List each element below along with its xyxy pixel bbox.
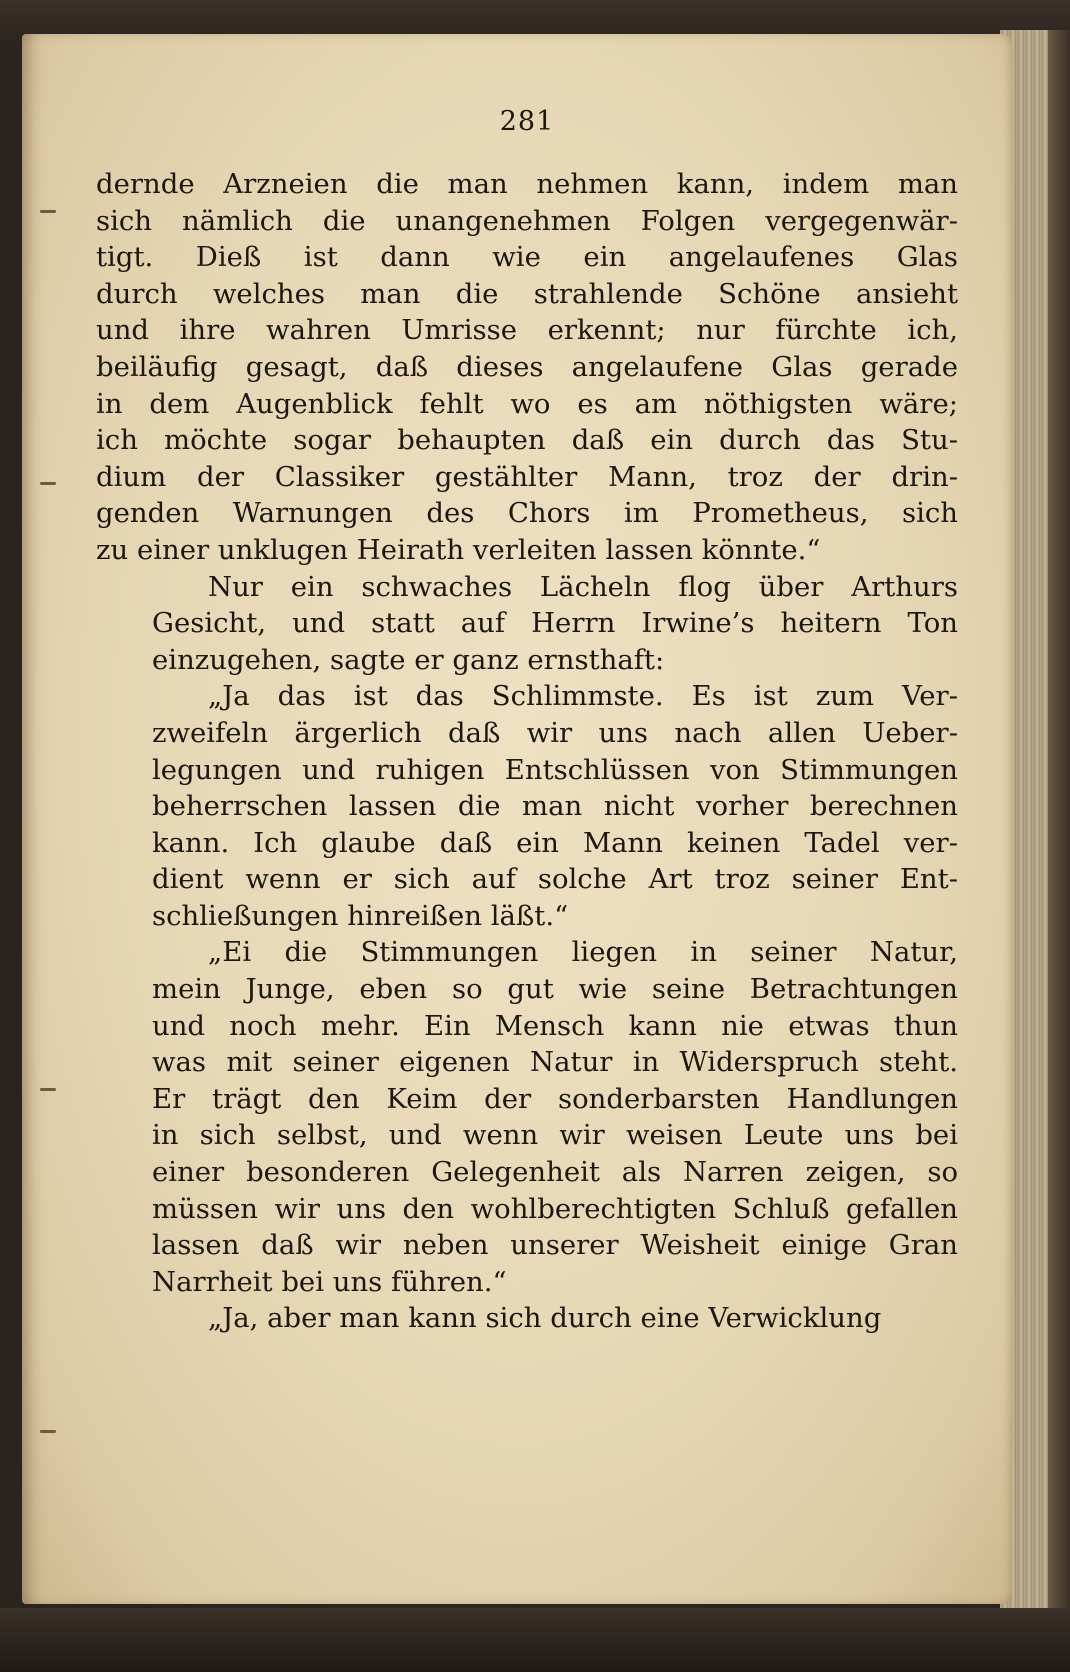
page-number: 281 [499,106,555,137]
paragraph-container [96,166,958,1337]
text-line: kann. Ich glaube daß ein Mann keinen Tadel ver- [152,826,958,859]
paragraph [96,934,958,1300]
text-line: dient wenn er sich auf solche Art troz seiner Ent- [152,863,958,896]
text-line: in dem Augenblick fehlt wo es am nöthigsten wäre; [96,387,958,420]
text-line: einzugehen, sagte er ganz ernsthaft: [152,643,665,676]
paragraph [96,1300,958,1337]
paragraph [96,569,958,679]
text-line: „Ja, aber man kann sich durch eine Verwicklung [208,1302,882,1335]
text-line: dernde Arzneien die man nehmen kann, indem man [96,168,958,200]
text-line: einer besonderen Gelegenheit als Narren zeigen, so [152,1156,958,1189]
text-line: zweifeln ärgerlich daß wir uns nach allen Ueber- [152,716,958,749]
text-line: ich möchte sogar behaupten daß ein durch das Stu- [96,424,958,457]
text-line: legungen und ruhigen Entschlüssen von Stimmungen [152,753,958,786]
stitch-mark [40,1430,56,1433]
text-line: „Ja das ist das Schlimmste. Es ist zum Ver- [208,680,958,713]
paragraph [96,166,958,569]
text-line: tigt. Dieß ist dann wie ein angelaufenes Glas [96,241,958,274]
text-line: und ihre wahren Umrisse erkennt; nur fürchte ich, [96,314,958,347]
text-line: beherrschen lassen die man nicht vorher berechnen [152,790,958,823]
text-line: müssen wir uns den wohlberechtigten Schluß gefallen [152,1192,958,1225]
text-line: beiläufig gesagt, daß dieses angelaufene Glas gerade [96,350,958,383]
stitch-mark [40,1088,56,1091]
text-line: und noch mehr. Ein Mensch kann nie etwas thun [152,1009,958,1042]
text-line: schließungen hinreißen läßt.“ [152,899,569,932]
text-line: lassen daß wir neben unserer Weisheit einige Gran [152,1229,958,1262]
text-line: zu einer unklugen Heirath verleiten lassen könnte.“ [96,533,821,566]
text-line: was mit seiner eigenen Natur in Widerspruch steht. [152,1046,958,1079]
page-text-block [96,104,958,1337]
text-line: sich nämlich die unangenehmen Folgen vergegenwär- [96,204,958,237]
stitch-mark [40,482,56,485]
stitch-mark [40,210,56,213]
text-line: Er trägt den Keim der sonderbarsten Handlungen [152,1082,958,1115]
text-line: Nur ein schwaches Lächeln flog über Arthurs [208,570,958,603]
text-line: „Ei die Stimmungen liegen in seiner Natur, [208,936,958,969]
paragraph [96,678,958,934]
text-line: Narrheit bei uns führen.“ [152,1265,507,1298]
text-line: genden Warnungen des Chors im Prometheus, sich [96,497,958,530]
text-line: dium der Classiker gestählter Mann, troz der drin- [96,460,958,493]
text-line: Gesicht, und statt auf Herrn Irwine’s heitern Ton [152,607,958,640]
text-line: in sich selbst, und wenn wir weisen Leute uns bei [152,1119,958,1152]
paper-page [22,34,1012,1604]
text-line: durch welches man die strahlende Schöne ansieht [96,277,958,310]
text-line: mein Junge, eben so gut wie seine Betrachtungen [152,973,958,1006]
book-binding-bottom [0,1608,1070,1672]
